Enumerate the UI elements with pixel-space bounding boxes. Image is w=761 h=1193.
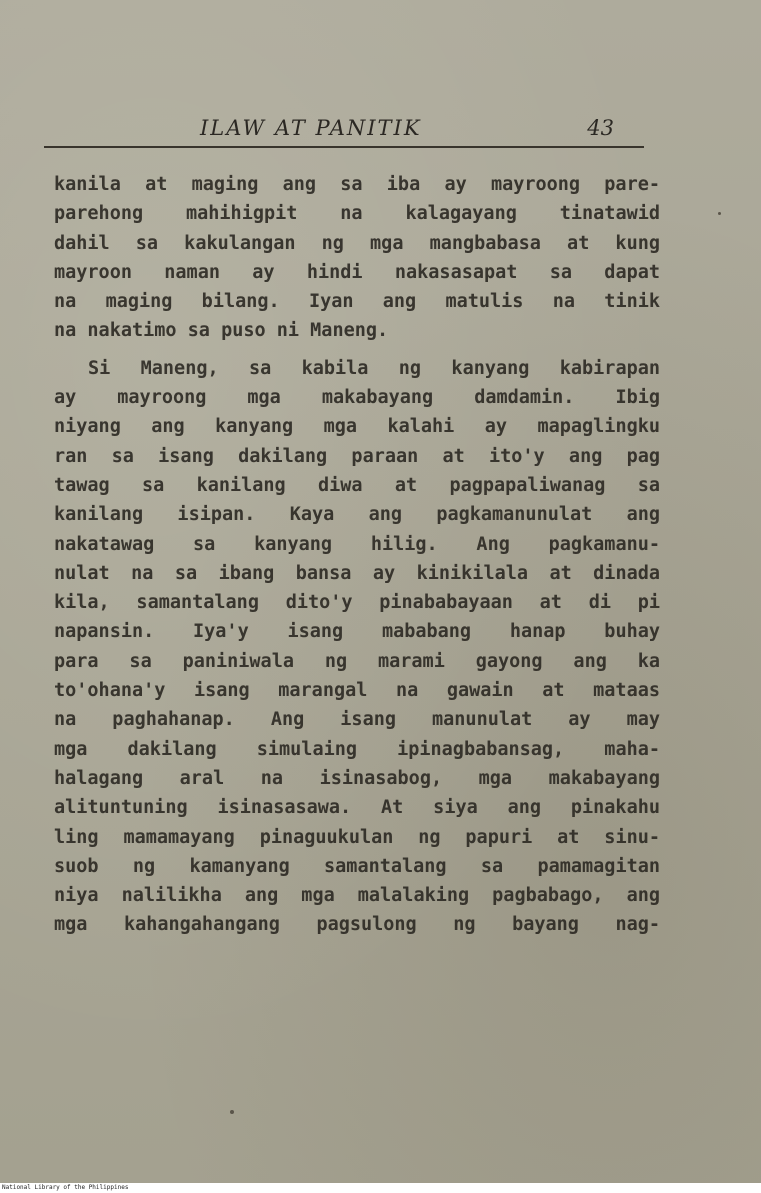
text-line: halagang aral na isinasabog, mga makabayang [54,767,660,789]
paper-speck [718,212,721,215]
text-line: ran sa isang dakilang paraan at ito'y ang pag [54,445,660,467]
text-line: suob ng kamanyang samantalang sa pamamagitan [54,855,660,877]
text-line: tawag sa kanilang diwa at pagpapaliwanag sa [54,474,660,496]
text-line: ay mayroong mga makabayang damdamin. Ibig [54,387,660,409]
text-line: ling mamamayang pinaguukulan ng papuri at sinu- [54,826,660,848]
header-rule [44,146,644,148]
text-line: na paghahanap. Ang isang manunulat ay may [54,709,660,731]
text-line: mga dakilang simulaing ipinagbabansag, maha- [54,738,660,760]
page-header [44,116,644,148]
paragraph-2 [54,354,660,940]
text-line: kila, samantalang dito'y pinababayaan at di pi [54,592,660,614]
text-line: niya nalilikha ang mga malalaking pagbabago, ang [54,885,660,907]
body-text [54,170,660,940]
text-line: to'ohana'y isang marangal na gawain at mataas [54,680,660,702]
text-line: mayroon naman ay hindi nakasasapat sa dapat [54,261,660,283]
text-line: mga kahangahangang pagsulong ng bayang nag- [54,914,660,936]
text-line: Si Maneng, sa kabila ng kanyang kabirapan [88,357,660,379]
text-line: dahil sa kakulangan ng mga mangbabasa at kung [54,232,660,254]
paragraph-1 [54,170,660,346]
text-line: nulat na sa ibang bansa ay kinikilala at dinada [54,562,660,584]
footer-strip [0,1183,761,1193]
text-line: parehong mahihigpit na kalagayang tinatawid [54,203,660,225]
text-line: kanilang isipan. Kaya ang pagkamanunulat ang [54,504,660,526]
page-number: 43 [587,116,614,140]
text-line: nakatawag sa kanyang hilig. Ang pagkamanu- [54,533,660,555]
running-title: ILAW AT PANITIK [200,116,422,140]
text-line: kanila at maging ang sa iba ay mayroong pare- [54,174,660,195]
text-line: na maging bilang. Iyan ang matulis na tinik [54,291,660,313]
text-line: alituntuning isinasasawa. At siya ang pinakahu [54,797,660,819]
text-line: na nakatimo sa puso ni Maneng. [54,320,389,342]
text-line: napansin. Iya'y isang mababang hanap buhay [54,621,660,643]
text-line: para sa paniniwala ng marami gayong ang ka [54,650,660,672]
paragraph-gap [54,346,660,354]
paper-speck [230,1110,234,1114]
library-credit: National Library of the Philippines [2,1184,129,1191]
text-line: niyang ang kanyang mga kalahi ay mapaglingku [54,416,660,438]
